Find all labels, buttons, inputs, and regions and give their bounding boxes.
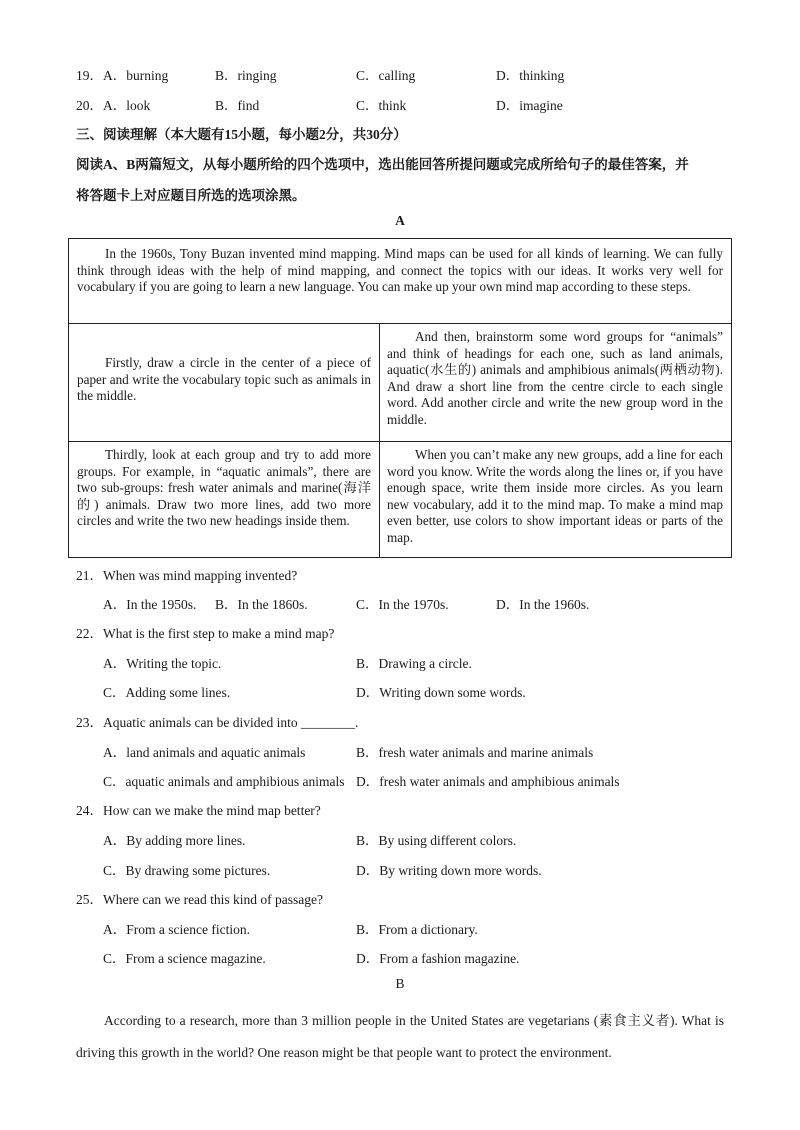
option-c: C．In the 1970s.	[356, 597, 449, 612]
question-22	[76, 622, 334, 642]
option-d: D．imagine	[496, 98, 563, 113]
option-a: A．look	[103, 98, 151, 113]
question-text: How can we make the mind map better?	[103, 803, 321, 818]
option-a: A．Writing the topic.	[103, 656, 222, 671]
step-1-cell: Firstly, draw a circle in the center of a piece of paper and write the vocabulary topic such as animals in the middle.	[77, 355, 371, 404]
option-a: A．From a science fiction.	[103, 922, 250, 937]
option-c: C．Adding some lines.	[103, 685, 231, 700]
option-d: D．From a fashion magazine.	[356, 951, 520, 966]
table-divider	[69, 441, 731, 442]
question-number: 19．	[76, 68, 103, 83]
option-a: A．In the 1950s.	[103, 597, 197, 612]
option-d: D．fresh water animals and amphibious animals	[356, 774, 620, 789]
step-3-cell: Thirdly, look at each group and try to add more groups. For example, in “aquatic animals”, there are two sub-groups: fresh water animals and marine(海洋的) animals. Draw two more lines, add two more circles and write the two new headings inside them.	[77, 447, 371, 529]
passage-a-intro: In the 1960s, Tony Buzan invented mind mapping. Mind maps can be used for all kinds of learning. We can fully think through ideas with the help of mind mapping, and connect the topics with our ideas. It works very well for vocabulary if you are going to learn a new language. You can make up your own mind map according to these steps.	[77, 246, 723, 295]
section-instruction-line1: 阅读A、B两篇短文，从每小题所给的四个选项中，选出能回答所提问题或完成所给句子的最佳答案，并	[76, 157, 689, 172]
question-text: Aquatic animals can be divided into ________.	[103, 715, 359, 730]
option-d: D．thinking	[496, 68, 565, 83]
question-number: 25．	[76, 892, 103, 907]
option-c: C．think	[356, 98, 407, 113]
table-column-divider	[379, 323, 380, 557]
step-2-cell: And then, brainstorm some word groups for “animals” and think of headings for each one, such as land animals, aquatic(水生的) animals and amphibious animals(两栖动物). And draw a short line from the centre circle to each single word. Add another circle and write the new group word in the middle.	[387, 329, 723, 427]
question-number: 24．	[76, 803, 103, 818]
question-20	[76, 94, 103, 114]
option-b: B．From a dictionary.	[356, 922, 478, 937]
table-divider	[69, 323, 731, 324]
question-19	[76, 64, 103, 84]
option-b: B．Drawing a circle.	[356, 656, 472, 671]
question-23	[76, 711, 358, 731]
question-text: What is the first step to make a mind map?	[103, 626, 335, 641]
option-c: C．aquatic animals and amphibious animals	[103, 774, 345, 789]
option-b: B．In the 1860s.	[215, 597, 308, 612]
step-4-cell: When you can’t make any new groups, add a line for each word you know. Write the words along the lines or, if you have enough space, write them inside more circles. As you learn new vocabulary, add it to the mind map. To make a mind map even better, use colors to show important ideas or parts of the map.	[387, 447, 723, 545]
option-b: B．ringing	[215, 68, 277, 83]
option-b: B．find	[215, 98, 260, 113]
question-25	[76, 888, 323, 908]
section-instruction-line2: 将答题卡上对应题目所选的选项涂黑。	[76, 188, 306, 203]
option-a: A．land animals and aquatic animals	[103, 745, 306, 760]
option-b: B．By using different colors.	[356, 833, 517, 848]
option-d: D．By writing down more words.	[356, 863, 542, 878]
question-21	[76, 564, 297, 584]
option-d: D．In the 1960s.	[496, 597, 590, 612]
passage-a-table	[68, 238, 732, 558]
question-text: Where can we read this kind of passage?	[103, 892, 324, 907]
section-heading: 三、阅读理解（本大题有15小题，每小题2分，共30分）	[76, 127, 407, 142]
question-number: 21．	[76, 568, 103, 583]
question-number: 23．	[76, 715, 103, 730]
option-c: C．By drawing some pictures.	[103, 863, 271, 878]
option-c: C．From a science magazine.	[103, 951, 266, 966]
passage-b-label: B	[395, 976, 405, 991]
question-text: When was mind mapping invented?	[103, 568, 298, 583]
option-b: B．fresh water animals and marine animals	[356, 745, 594, 760]
option-a: A．By adding more lines.	[103, 833, 246, 848]
question-number: 20．	[76, 98, 103, 113]
passage-a-label: A	[395, 213, 405, 228]
question-24	[76, 799, 321, 819]
option-d: D．Writing down some words.	[356, 685, 526, 700]
passage-b-text: According to a research, more than 3 million people in the United States are vegetarians (素食主义者). What is driving this growth in the world? One reason might be that people want to protect the environment.	[76, 1013, 724, 1060]
option-c: C．calling	[356, 68, 416, 83]
question-number: 22．	[76, 626, 103, 641]
option-a: A．burning	[103, 68, 169, 83]
